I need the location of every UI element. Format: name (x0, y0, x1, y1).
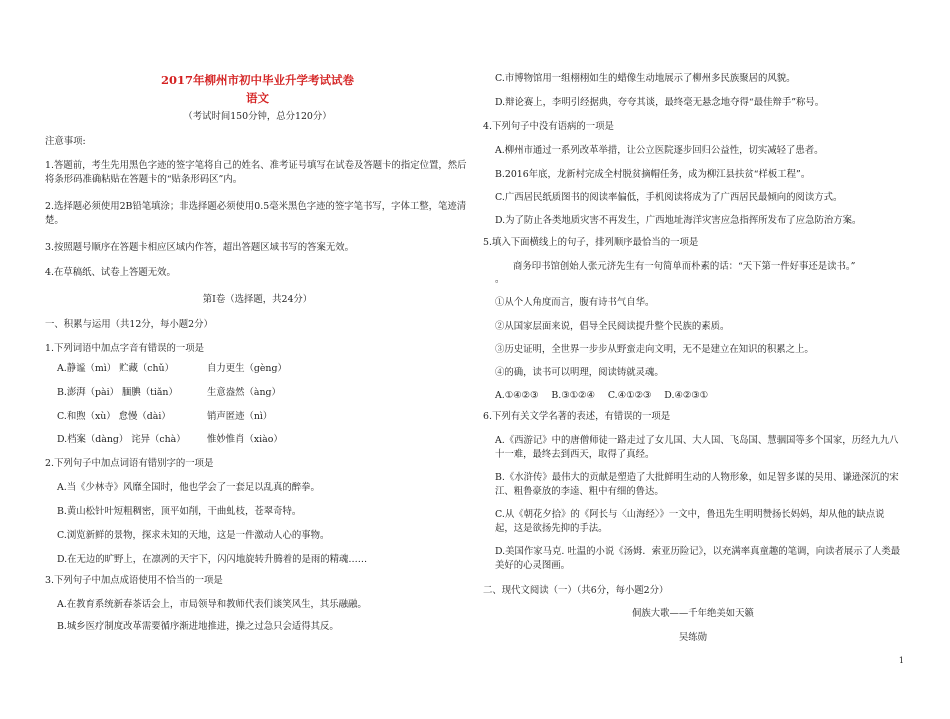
q3-stem: 3.下列句子中加点成语使用不恰当的一项是 (45, 575, 223, 586)
article-title: 侗族大歌——千年绝美如天籁 (632, 608, 754, 619)
q3-option: A.在教育系统新春茶话会上，市局领导和教师代表们谈笑风生，其乐融融。 (57, 599, 367, 610)
q4-option: D.为了防止各类地质灾害不再发生，广西地址海洋灾害应急指挥所发布了应急防治方案。 (495, 215, 862, 226)
q1-option-c (45, 410, 470, 424)
q4-option: C.广西居民纸质图书的阅读率偏低，手机阅读将成为了广西居民最倾向的阅读方式。 (495, 192, 843, 203)
q1-option-text: B.澎湃（pài） 腼腆（tiǎn） (57, 387, 178, 398)
q2-option: C.浏览新鲜的景物，探求未知的天地，这是一件激动人心的事物。 (57, 530, 330, 541)
q1-option-text: C.和煦（xù） 怠慢（dài） (57, 411, 171, 422)
q6-option: C.从《朝花夕拾》的《阿长与〈山海经〉》一文中，鲁迅先生明明赞扬长妈妈，却从他的缺点说起，这是欲扬先抑的手法。 (495, 509, 885, 534)
q5-choices (483, 389, 903, 403)
section1-heading: 一、积累与运用（共12分，每小题2分） (45, 319, 213, 330)
q1-option-text: 惟妙惟肖（xiào） (207, 434, 283, 445)
q1-option-a (45, 362, 470, 376)
section2-heading: 二、现代文阅读（一）（共6分，每小题2分） (483, 585, 669, 596)
note-item: 1.答题前，考生先用黑色字迹的签字笔将自己的姓名、准考证号填写在试卷及答题卡的指定位置，然后将条形码准确粘贴在答题卡的“贴条形码区”内。 (45, 160, 467, 185)
q4-option: B.2016年底，龙新村完成全村脱贫摘帽任务，成为柳江县扶贫“样板工程”。 (495, 169, 811, 180)
q5-sentence: ①从个人角度而言，腹有诗书气自华。 (495, 297, 655, 308)
q1-stem: 1.下列词语中加点字音有错误的一项是 (45, 343, 204, 354)
q5-choice: B.③①②④ (551, 390, 595, 401)
q3-option: B.城乡医疗制度改革需要循序渐进地推进，操之过急只会适得其反。 (57, 621, 339, 632)
q4-stem: 4.下列句子中没有语病的一项是 (483, 121, 614, 132)
q3-option: C.市博物馆用一组栩栩如生的蜡像生动地展示了柳州多民族聚居的风貌。 (495, 73, 796, 84)
q6-option: A.《西游记》中的唐僧师徒一路走过了女儿国、大人国、飞岛国、慧骃国等多个国家，历经九九八十一难，最终去到西天，取得了真经。 (495, 435, 899, 460)
q3-option: D.辩论赛上，李明引经据典，夸夸其谈，最终毫无悬念地夺得“最佳辩手”称号。 (495, 97, 825, 108)
exam-info: （考试时间150分钟，总分120分） (183, 111, 332, 122)
q5-choice: C.④①②③ (607, 390, 652, 401)
article-author: 吴练勋 (678, 632, 708, 643)
q6-option: B.《水浒传》最伟大的贡献是塑造了大批鲜明生动的人物形象，如足智多谋的吴用、谦逊深沉的宋江、粗鲁豪放的李逵、粗中有细的鲁达。 (495, 472, 899, 497)
subject-title: 语文 (246, 91, 269, 105)
q4-option: A.柳州市通过一系列改革举措，让公立医院逐步回归公益性，切实减轻了患者。 (495, 145, 824, 156)
q6-stem: 6.下列有关文学名著的表述，有错误的一项是 (483, 411, 671, 422)
q1-option-text: D.档案（dàng） 诧异（chà） (57, 434, 186, 445)
q5-sentence: ②从国家层面来说，倡导全民阅读提升整个民族的素质。 (495, 321, 730, 332)
q1-option-d (45, 433, 470, 447)
notes-heading: 注意事项: (45, 136, 86, 147)
page-number: 1 (898, 656, 904, 665)
q5-passage: 商务印书馆创始人张元济先生有一句简单而朴素的话：“天下第一件好事还是读书。” (513, 261, 856, 272)
q1-option-text: A.静谧（mì） 贮藏（chǔ） (57, 363, 174, 374)
q5-stem: 5.填入下面横线上的句子，排列顺序最恰当的一项是 (483, 237, 699, 248)
q5-blank: 。 (495, 274, 505, 285)
q6-option: D.美国作家马克. 吐温的小说《汤姆．索亚历险记》，以充满率真童趣的笔调，向读者展示了人类最美好的心灵图画。 (495, 546, 901, 571)
note-item: 4.在草稿纸、试卷上答题无效。 (45, 267, 176, 278)
q5-sentence: ③历史证明，全世界一步步从野蛮走向文明，无不是建立在知识的积累之上。 (495, 344, 814, 355)
q2-stem: 2.下列句子中加点词语有错别字的一项是 (45, 458, 214, 469)
q5-choice: A.①④②③ (495, 390, 539, 401)
q2-option: B.黄山松针叶短粗稠密，顶平如削，干曲虬枝，苍翠奇特。 (57, 506, 302, 517)
note-item: 3.按照题号顺序在答题卡相应区域内作答，超出答题区域书写的答案无效。 (45, 242, 354, 253)
q1-option-b (45, 386, 470, 400)
q2-option: D.在无边的旷野上，在凛冽的天宇下，闪闪地旋转升腾着的是雨的精魂…… (57, 554, 368, 565)
q1-option-text: 生意盎然（àng） (207, 387, 281, 398)
note-item: 2.选择题必须使用2B铅笔填涂；非选择题必须使用0.5毫米黑色字迹的签字笔书写，字体工整，笔迹清楚。 (45, 201, 467, 226)
part1-heading: 第Ⅰ卷（选择题，共24分） (202, 294, 313, 305)
q1-option-text: 销声匿迹（nì） (207, 411, 273, 422)
q5-sentence: ④的确，读书可以明理，阅读铸就灵魂。 (495, 367, 664, 378)
exam-title: 2017年柳州市初中毕业升学考试试卷 (160, 73, 354, 87)
q1-option-text: 自力更生（gèng） (207, 363, 287, 374)
q5-choice: D.④②③① (664, 390, 709, 401)
q2-option: A.当《少林寺》风靡全国时，他也学会了一套足以乱真的醉拳。 (57, 482, 320, 493)
